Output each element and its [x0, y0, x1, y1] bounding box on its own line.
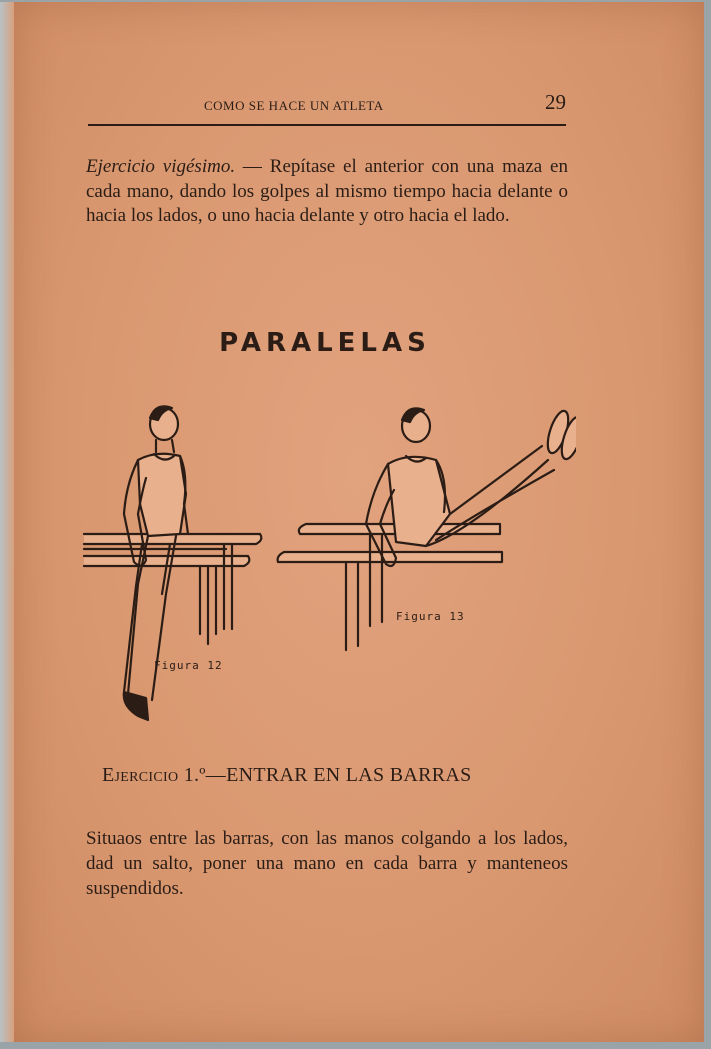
paragraph-body: — Repítase el anterior con una maza en cada mano, dando los golpes al mismo tiempo hacia delante o hacia los lados, o uno hacia delante y otro hacia el lado.: [86, 156, 568, 226]
paragraph-lead: Ejercicio vigésimo.: [86, 156, 236, 177]
figure-12-caption: Figura 12: [154, 659, 223, 672]
section-title: PARALELAS: [219, 328, 431, 358]
exercise-heading: [102, 764, 472, 787]
page-edge: [0, 2, 14, 1042]
exercise-number: 1.º: [183, 764, 206, 786]
book-page: [14, 2, 704, 1042]
paragraph-ejercicio-vigesimo: [86, 155, 568, 229]
figure-12-illustration: [76, 394, 276, 734]
figure-12: [76, 394, 276, 734]
page-header: [88, 88, 566, 126]
exercise-label: Ejercicio: [102, 764, 179, 786]
paragraph-entrar-barras: Situaos entre las barras, con las manos colgando a los lados, dad un salto, poner una mano en cada barra y manteneos suspendidos.: [86, 828, 568, 899]
exercise-title: —ENTRAR EN LAS BARRAS: [205, 764, 472, 786]
running-head: COMO SE HACE UN ATLETA: [204, 98, 384, 113]
page-number: 29: [545, 90, 566, 114]
figure-13-illustration: [276, 394, 576, 734]
figure-13-caption: Figura 13: [396, 610, 465, 623]
figure-13: [276, 394, 576, 734]
